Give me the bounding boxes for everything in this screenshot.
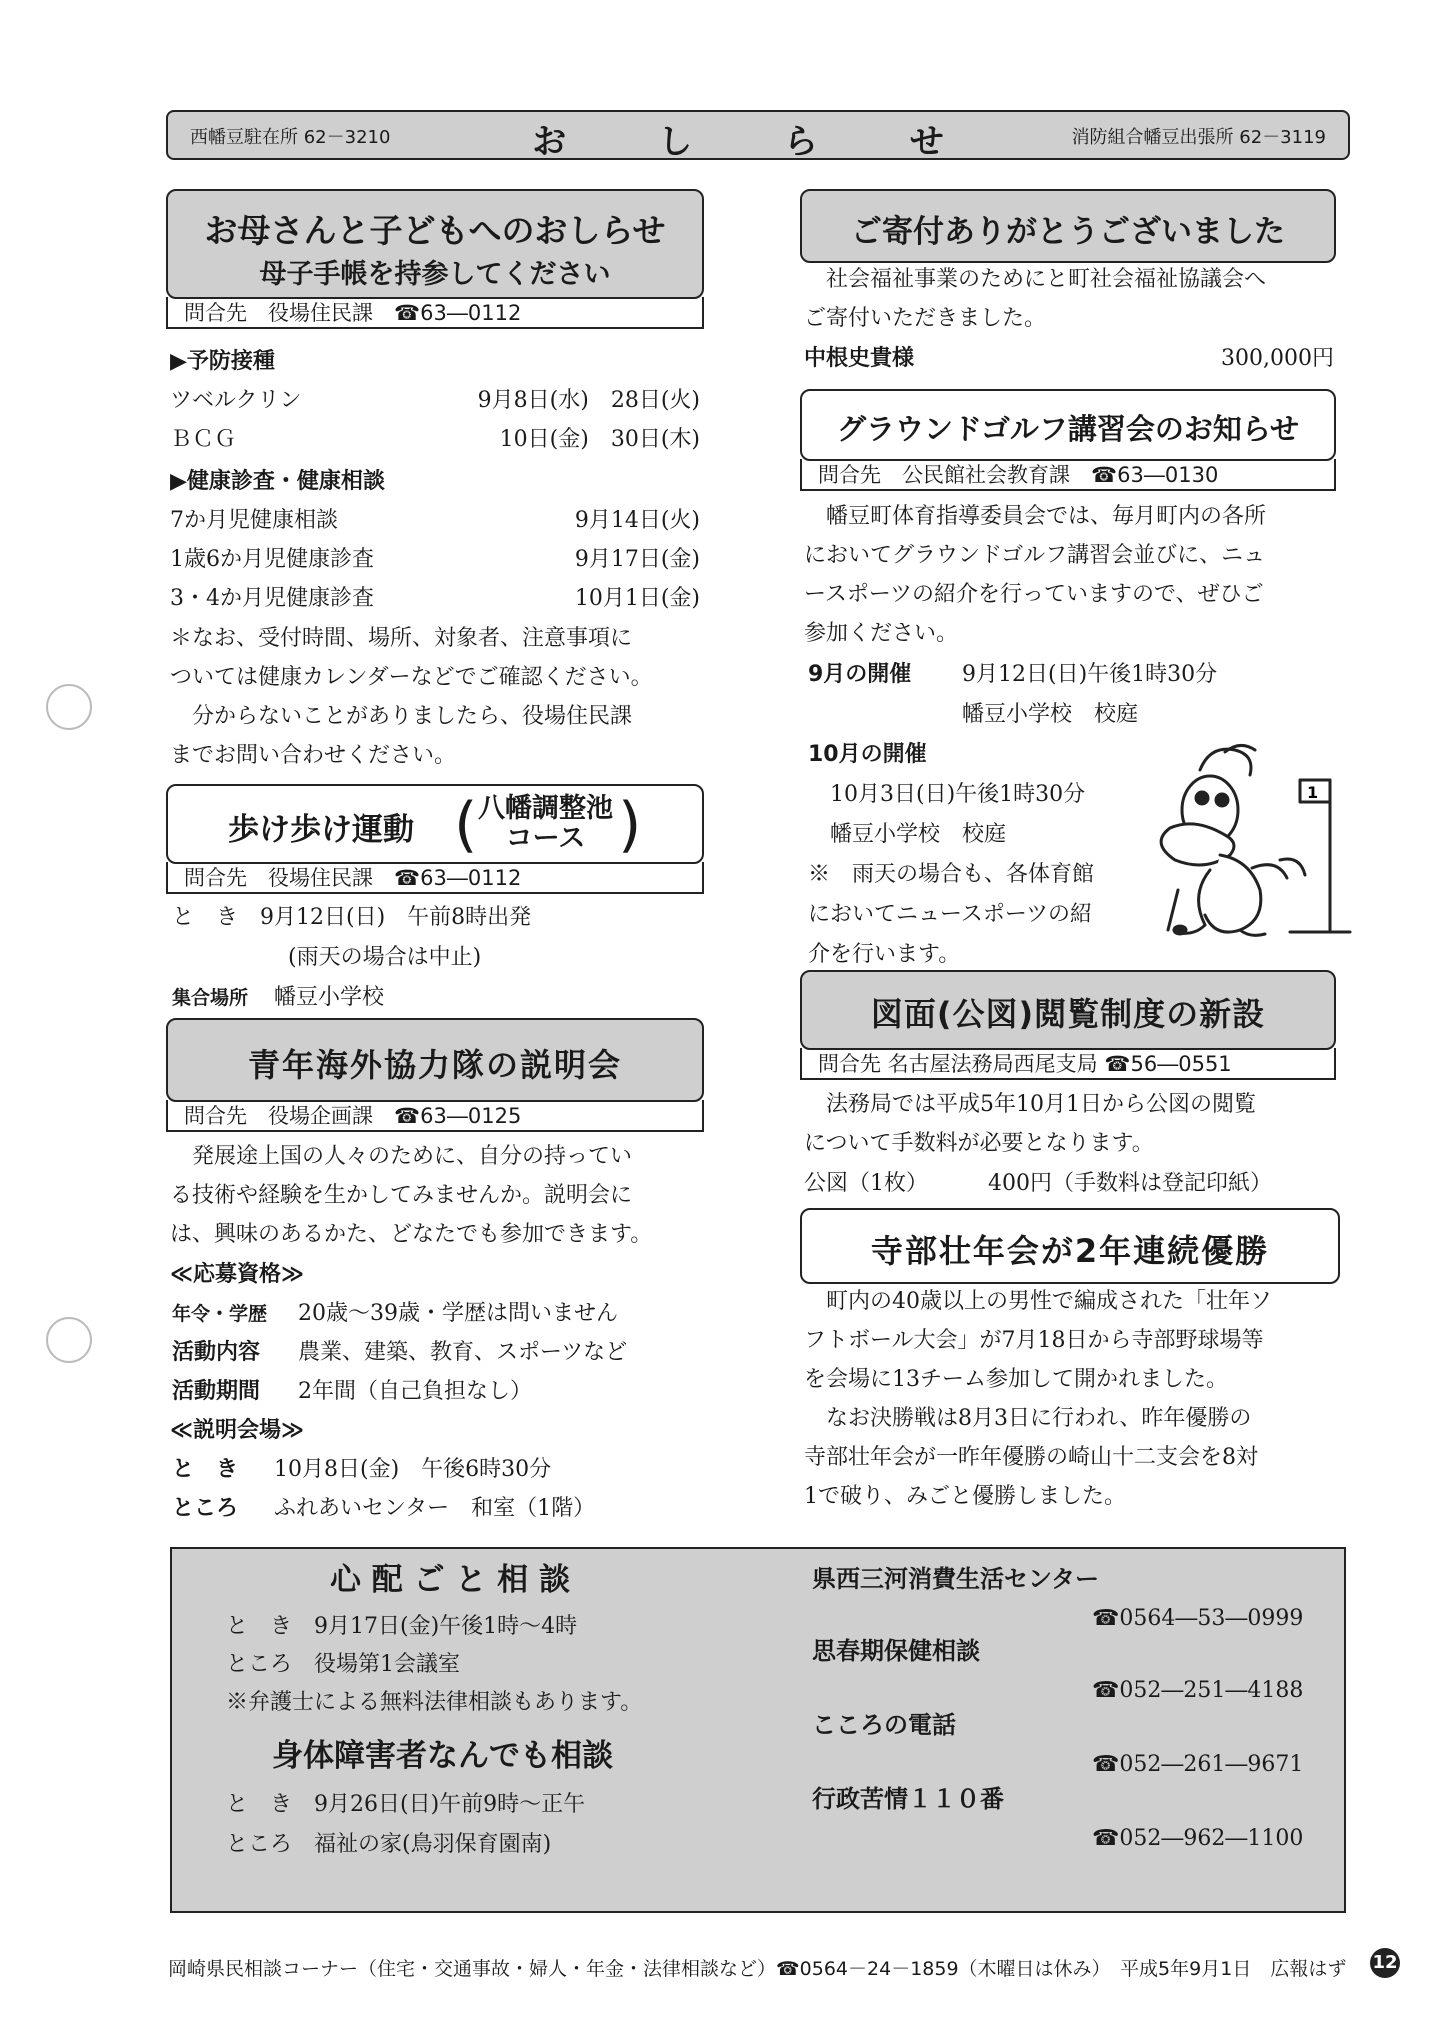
s5-para1: 幡豆町体育指導委員会では、毎月町内の各所 xyxy=(804,504,1267,529)
s3-activity-value: 農業、建築、教育、スポーツなど xyxy=(298,1340,628,1365)
s5-sep-label: 9月の開催 xyxy=(808,662,912,687)
s5-para2: においてグラウンドゴルフ講習会並びに、ニュ xyxy=(804,543,1266,568)
groundgolf-title: グラウンドゴルフ講習会のお知らせ xyxy=(837,412,1299,446)
header-left: 西幡豆駐在所 62－3210 xyxy=(190,127,391,148)
s3-para1: 発展途上国の人々のために、自分の持ってい xyxy=(170,1144,633,1169)
donor-name: 中根史貴様 xyxy=(804,346,915,371)
s7-para3: を会場に13チーム参加して開かれました。 xyxy=(804,1367,1228,1392)
s3-age-label: 年令・学歴 xyxy=(172,1303,268,1325)
binder-hole-top xyxy=(46,684,92,730)
mascot-golf-illustration xyxy=(1140,740,1360,950)
box-line3: ※弁護士による無料法律相談もあります。 xyxy=(226,1690,643,1715)
s7-para1: 町内の40歳以上の男性で編成された「壮年ソ xyxy=(804,1289,1272,1314)
s5-sep-place: 幡豆小学校 校庭 xyxy=(962,702,1139,727)
s1-note4: までお問い合わせください。 xyxy=(170,743,457,768)
contact2-label: 思春期保健相談 xyxy=(812,1637,980,1665)
contact4-phone: ☎052―962―1100 xyxy=(1092,1826,1304,1851)
s2-meet-label: 集合場所 xyxy=(172,987,249,1009)
contact1-label: 県西三河消費生活センター xyxy=(812,1565,1100,1593)
donation-amount: 300,000円 xyxy=(1221,346,1334,371)
s1-heading1: ▶予防接種 xyxy=(170,349,275,374)
softball-title: 寺部壮年会が2年連続優勝 xyxy=(870,1232,1270,1270)
section-donation-title xyxy=(800,189,1336,263)
s3-when-label: と き xyxy=(172,1457,239,1482)
s3-heading1: ≪応募資格≫ xyxy=(170,1262,305,1287)
s5-para3: ースポーツの紹介を行っていますので、ぜひご xyxy=(804,582,1264,607)
box-line1: と き 9月17日(金)午後1時～4時 xyxy=(226,1614,578,1639)
s6-para2: について手数料が必要となります。 xyxy=(804,1131,1154,1156)
paren-right: ) xyxy=(618,790,642,860)
s1-row3-label: 7か月児健康相談 xyxy=(170,508,338,533)
s5-oct-place: 幡豆小学校 校庭 xyxy=(830,822,1007,847)
s6-para1: 法務局では平成5年10月1日から公図の閲覧 xyxy=(804,1092,1256,1117)
s7-para6: 1で破り、みごと優勝しました。 xyxy=(804,1484,1126,1509)
s1-row1-label: ツベルクリン xyxy=(170,388,302,413)
section-map-title xyxy=(800,970,1336,1050)
box-line4: と き 9月26日(日)午前9時～正午 xyxy=(226,1792,586,1817)
s3-when-value: 10月8日(金) 午後6時30分 xyxy=(274,1457,552,1482)
box-line2: ところ 役場第1会議室 xyxy=(226,1652,460,1677)
section-softball-title xyxy=(800,1208,1340,1284)
inquiry-s3: 問合先 役場企画課 ☎63―0125 xyxy=(166,1100,704,1132)
walking-course: 八幡調整池 コース xyxy=(478,793,613,854)
section-walking-title xyxy=(166,784,704,864)
s1-row5-label: 3・4か月児健康診査 xyxy=(170,586,374,611)
box-line5: ところ 福祉の家(鳥羽保育園南) xyxy=(226,1832,552,1857)
s1-row1-date: 9月8日(水) 28日(火) xyxy=(477,388,700,413)
contact2-phone: ☎052―251―4188 xyxy=(1092,1678,1304,1703)
jocv-title: 青年海外協力隊の説明会 xyxy=(247,1046,622,1084)
s1-note2: ついては健康カレンダーなどでご確認ください。 xyxy=(170,665,653,690)
s3-activity-label: 活動内容 xyxy=(172,1340,261,1365)
section-groundgolf-title xyxy=(800,389,1336,461)
s5-note3: 介を行います。 xyxy=(808,942,961,967)
s1-row5-date: 10月1日(金) xyxy=(574,586,700,611)
inquiry-s1: 問合先 役場住民課 ☎63―0112 xyxy=(166,297,704,329)
s4-para1: 社会福祉事業のためにと町社会福祉協議会へ xyxy=(804,267,1267,292)
s1-row4-label: 1歳6か月児健康診査 xyxy=(170,547,374,572)
s3-heading2: ≪説明会場≫ xyxy=(170,1418,305,1443)
box-title2: 身体障害者なんでも相談 xyxy=(272,1738,613,1774)
inquiry-s5: 問合先 公民館社会教育課 ☎63―0130 xyxy=(800,459,1336,491)
s2-rain: (雨天の場合は中止) xyxy=(288,945,482,970)
s6-fee-label: 公図（1枚） xyxy=(804,1171,928,1196)
header-bar xyxy=(166,110,1350,160)
s5-para4: 参加ください。 xyxy=(804,621,959,646)
map-title: 図面(公図)閲覧制度の新設 xyxy=(870,995,1266,1033)
contact3-label: こころの電話 xyxy=(812,1711,956,1739)
s6-fee-value: 400円（手数料は登記印紙） xyxy=(988,1171,1272,1196)
title-line2: 母子手帳を持参してください xyxy=(259,259,611,290)
s1-row2-label: ＢＣＧ xyxy=(170,427,237,452)
s7-para4: なお決勝戦は8月3日に行われ、昨年優勝の xyxy=(804,1406,1252,1431)
section-mother-child-title xyxy=(166,189,704,299)
s1-row4-date: 9月17日(金) xyxy=(574,547,700,572)
s3-where-label: ところ xyxy=(172,1496,239,1521)
s3-period-value: 2年間（自己負担なし） xyxy=(298,1379,532,1404)
s1-heading2: ▶健康診査・健康相談 xyxy=(170,469,385,494)
s7-para5: 寺部壮年会が一昨年優勝の崎山十二支会を8対 xyxy=(804,1445,1258,1470)
footer-text: 岡崎県民相談コーナー（住宅・交通事故・婦人・年金・法律相談など）☎0564－24－1859（木曜日は休み） 平成5年9月1日 広報はず xyxy=(168,1958,1347,1980)
s4-para2: ご寄付いただきました。 xyxy=(804,306,1047,331)
s5-sep-date: 9月12日(日)午後1時30分 xyxy=(962,662,1218,687)
s1-row3-date: 9月14日(火) xyxy=(574,508,700,533)
flag-number: 1 xyxy=(1307,783,1319,802)
s5-oct-date: 10月3日(日)午後1時30分 xyxy=(830,782,1086,807)
section-jocv-title xyxy=(166,1018,704,1102)
header-right: 消防組合幡豆出張所 62－3119 xyxy=(1071,127,1326,148)
s3-para3: は、興味のあるかた、どなたでも参加できます。 xyxy=(170,1222,653,1247)
donation-title: ご寄付ありがとうございました xyxy=(851,214,1285,250)
s7-para2: フトボール大会」が7月18日から寺部野球場等 xyxy=(804,1328,1264,1353)
s5-note2: においてニュースポーツの紹 xyxy=(808,902,1093,927)
inquiry-s6: 問合先 名古屋法務局西尾支局 ☎56―0551 xyxy=(800,1048,1336,1080)
s3-para2: る技術や経験を生かしてみませんか。説明会に xyxy=(170,1183,633,1208)
inquiry-s2: 問合先 役場住民課 ☎63―0112 xyxy=(166,862,704,894)
binder-hole-bottom xyxy=(46,1317,92,1363)
s2-when: と き 9月12日(日) 午前8時出発 xyxy=(172,905,532,930)
title-line1: お母さんと子どもへのおしらせ xyxy=(204,211,666,250)
s3-age-value: 20歳～39歳・学歴は問いません xyxy=(298,1301,618,1326)
s5-note1: ※ 雨天の場合も、各体育館 xyxy=(808,862,1095,887)
s3-where-value: ふれあいセンター 和室（1階） xyxy=(274,1496,596,1521)
header-title: お し ら せ xyxy=(532,122,984,162)
contact4-label: 行政苦情１１０番 xyxy=(812,1785,1004,1813)
s3-period-label: 活動期間 xyxy=(172,1379,261,1404)
contact3-phone: ☎052―261―9671 xyxy=(1092,1752,1304,1777)
s5-oct-label: 10月の開催 xyxy=(808,742,927,767)
box-title1: 心 配 ご と 相 談 xyxy=(330,1562,570,1598)
paren-left: ( xyxy=(454,790,478,860)
page-number: 12 xyxy=(1370,1948,1400,1978)
contact1-phone: ☎0564―53―0999 xyxy=(1092,1606,1304,1631)
s1-note1: ＊なお、受付時間、場所、対象者、注意事項に xyxy=(170,626,633,651)
walking-title: 歩け歩け運動 xyxy=(228,812,414,848)
s1-note3: 分からないことがありましたら、役場住民課 xyxy=(170,704,633,729)
s1-row2-date: 10日(金) 30日(木) xyxy=(499,427,700,452)
s2-meet-place: 幡豆小学校 xyxy=(274,985,385,1010)
